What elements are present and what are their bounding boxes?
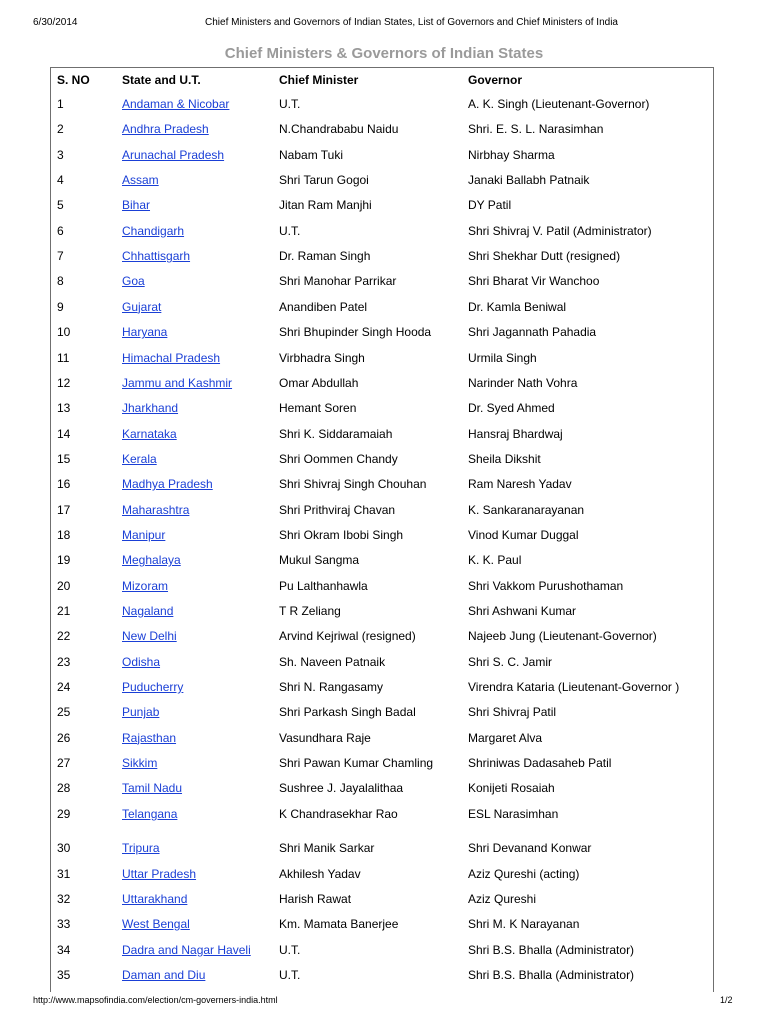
table-row — [51, 498, 713, 523]
chief-minister-name: Vasundhara Raje — [279, 730, 371, 745]
row-serial-number: 3 — [57, 147, 64, 162]
row-serial-number: 10 — [57, 325, 71, 340]
chief-minister-name: Arvind Kejriwal (resigned) — [279, 629, 416, 644]
chief-minister-name: Pu Lalthanhawla — [279, 578, 368, 593]
state-link[interactable]: Manipur — [122, 527, 166, 542]
table-row — [51, 751, 713, 776]
row-serial-number: 6 — [57, 223, 64, 238]
chief-minister-name: Anandiben Patel — [279, 299, 368, 314]
governor-name: Narinder Nath Vohra — [468, 375, 578, 390]
governor-name: Konijeti Rosaiah — [468, 781, 555, 796]
state-link[interactable]: Assam — [122, 173, 159, 188]
state-link[interactable]: Odisha — [122, 654, 161, 669]
governor-name: ESL Narasimhan — [468, 806, 559, 821]
table-row — [51, 836, 713, 861]
row-serial-number: 23 — [57, 654, 71, 669]
state-link[interactable]: Tamil Nadu — [122, 781, 183, 796]
chief-minister-name: Omar Abdullah — [279, 375, 359, 390]
state-link[interactable]: Rajasthan — [122, 730, 177, 745]
chief-minister-name: Mukul Sangma — [279, 553, 360, 568]
row-serial-number: 25 — [57, 705, 71, 720]
table-row — [51, 802, 713, 827]
table-row — [51, 624, 713, 649]
page-heading: Chief Ministers & Governors of Indian States — [224, 45, 544, 62]
chief-minister-name: Hemant Soren — [279, 401, 357, 416]
table-row — [51, 523, 713, 548]
state-link[interactable]: Chandigarh — [122, 223, 185, 238]
table-row — [51, 548, 713, 573]
state-link[interactable]: Chhattisgarh — [122, 249, 191, 264]
governor-name: Aziz Qureshi (acting) — [468, 866, 580, 881]
governor-name: Shri Vakkom Purushothaman — [468, 578, 624, 593]
governor-name: Shri B.S. Bhalla (Administrator) — [468, 967, 635, 982]
row-serial-number: 16 — [57, 477, 71, 492]
governor-name: K. Sankaranarayanan — [468, 502, 585, 517]
chief-minister-name: Shri K. Siddaramaiah — [279, 426, 393, 441]
state-link[interactable]: Jammu and Kashmir — [122, 375, 233, 390]
row-serial-number: 4 — [57, 173, 64, 188]
row-serial-number: 20 — [57, 578, 71, 593]
state-link[interactable]: Nagaland — [122, 604, 174, 618]
governor-name: Shri. E. S. L. Narasimhan — [468, 122, 604, 137]
governor-name: Sheila Dikshit — [468, 451, 541, 466]
state-link[interactable]: Meghalaya — [122, 553, 181, 568]
table-row — [51, 447, 713, 472]
chief-minister-name: U.T. — [279, 97, 301, 111]
table-row — [51, 862, 713, 887]
governor-name: DY Patil — [468, 198, 512, 213]
chief-minister-name: Km. Mamata Banerjee — [279, 917, 399, 932]
governor-name: Najeeb Jung (Lieutenant-Governor) — [468, 629, 657, 644]
state-link[interactable]: Goa — [122, 274, 145, 289]
state-link[interactable]: Mizoram — [122, 578, 169, 593]
chief-minister-name: Shri Pawan Kumar Chamling — [279, 756, 434, 771]
table-row — [51, 244, 713, 269]
chief-minister-name: Shri Tarun Gogoi — [279, 173, 369, 188]
table-row — [51, 963, 713, 988]
state-link[interactable]: Bihar — [122, 198, 151, 213]
chief-minister-name: Shri Prithviraj Chavan — [279, 502, 396, 517]
governor-name: Urmila Singh — [468, 350, 537, 365]
row-serial-number: 11 — [57, 350, 70, 365]
state-link[interactable]: Andaman & Nicobar — [122, 97, 230, 111]
chief-minister-name: Nabam Tuki — [279, 147, 344, 162]
chief-minister-name: Harish Rawat — [279, 891, 352, 906]
row-serial-number: 28 — [57, 781, 71, 796]
table-header-row — [51, 68, 713, 93]
governor-name: Shriniwas Dadasaheb Patil — [468, 756, 612, 771]
table-row — [51, 650, 713, 675]
governor-name: Shri S. C. Jamir — [468, 654, 553, 669]
table-row — [51, 472, 713, 497]
row-serial-number: 35 — [57, 967, 71, 982]
table-row — [51, 371, 713, 396]
row-serial-number: 15 — [57, 451, 71, 466]
row-serial-number: 30 — [57, 841, 71, 856]
state-link[interactable]: Himachal Pradesh — [122, 350, 221, 365]
state-link[interactable]: Karnataka — [122, 426, 177, 441]
chief-minister-name: U.T. — [279, 967, 301, 982]
row-serial-number: 31 — [57, 866, 71, 881]
column-header-chief-minister: Chief Minister — [279, 73, 359, 87]
governor-name: Nirbhay Sharma — [468, 147, 555, 162]
row-serial-number: 24 — [57, 680, 71, 695]
governor-name: Aziz Qureshi — [468, 891, 537, 906]
cm-governor-table — [50, 67, 714, 992]
column-header-sno: S. NO — [57, 73, 90, 87]
chief-minister-name: Shri Shivraj Singh Chouhan — [279, 477, 427, 492]
row-serial-number: 13 — [57, 401, 71, 416]
state-link[interactable]: Gujarat — [122, 299, 162, 314]
table-row — [51, 396, 713, 421]
state-link[interactable]: Jharkhand — [122, 401, 179, 416]
chief-minister-name: Shri Parkash Singh Badal — [279, 705, 416, 720]
row-serial-number: 5 — [57, 198, 64, 213]
governor-name: Margaret Alva — [468, 730, 543, 745]
table-row — [51, 295, 713, 320]
governor-name: Shri B.S. Bhalla (Administrator) — [468, 942, 635, 957]
state-link[interactable]: Arunachal Pradesh — [122, 147, 225, 162]
row-serial-number: 12 — [57, 375, 71, 390]
table-row — [51, 938, 713, 963]
state-link[interactable]: Telangana — [122, 806, 178, 821]
row-serial-number: 21 — [57, 604, 71, 618]
governor-name: Shri Jagannath Pahadia — [468, 325, 597, 340]
row-serial-number: 2 — [57, 122, 64, 137]
chief-minister-name: Shri Bhupinder Singh Hooda — [279, 325, 432, 340]
governor-name: Shri Ashwani Kumar — [468, 604, 577, 618]
governor-name: Shri Shivraj V. Patil (Administrator) — [468, 223, 652, 238]
print-date: 6/30/2014 — [33, 17, 78, 28]
governor-name: Hansraj Bhardwaj — [468, 426, 563, 441]
row-serial-number: 34 — [57, 942, 71, 957]
chief-minister-name: Dr. Raman Singh — [279, 249, 371, 264]
state-link[interactable]: Andhra Pradesh — [122, 122, 209, 137]
table-row — [51, 117, 713, 142]
governor-name: Ram Naresh Yadav — [468, 477, 572, 492]
table-row — [51, 599, 713, 624]
state-link[interactable]: Daman and Diu — [122, 967, 206, 982]
row-serial-number: 9 — [57, 299, 64, 314]
row-serial-number: 7 — [57, 249, 64, 264]
row-serial-number: 32 — [57, 891, 71, 906]
table-row — [51, 912, 713, 937]
state-link[interactable]: Uttar Pradesh — [122, 866, 197, 881]
chief-minister-name: Jitan Ram Manjhi — [279, 198, 372, 213]
table-row — [51, 92, 713, 117]
table-row — [51, 193, 713, 218]
state-link[interactable]: West Bengal — [122, 917, 190, 932]
chief-minister-name: Shri N. Rangasamy — [279, 680, 384, 695]
table-row — [51, 700, 713, 725]
table-row — [51, 776, 713, 801]
governor-name: A. K. Singh (Lieutenant-Governor) — [468, 97, 650, 111]
table-row — [51, 675, 713, 700]
row-serial-number: 26 — [57, 730, 71, 745]
governor-name: Shri Shekhar Dutt (resigned) — [468, 249, 621, 264]
governor-name: Dr. Syed Ahmed — [468, 401, 555, 416]
chief-minister-name: K Chandrasekhar Rao — [279, 806, 398, 821]
chief-minister-name: Virbhadra Singh — [279, 350, 365, 365]
state-link[interactable]: Maharashtra — [122, 502, 190, 517]
governor-name: Dr. Kamla Beniwal — [468, 299, 567, 314]
chief-minister-name: Shri Manik Sarkar — [279, 841, 375, 856]
chief-minister-name: Shri Oommen Chandy — [279, 451, 398, 466]
row-serial-number: 18 — [57, 527, 71, 542]
table-row — [51, 574, 713, 599]
row-serial-number: 29 — [57, 806, 71, 821]
state-link[interactable]: Uttarakhand — [122, 891, 188, 906]
state-link[interactable]: New Delhi — [122, 629, 177, 644]
governor-name: K. K. Paul — [468, 553, 522, 568]
row-serial-number: 33 — [57, 917, 71, 932]
table-row — [51, 887, 713, 912]
table-row — [51, 219, 713, 244]
chief-minister-name: Sushree J. Jayalalithaa — [279, 781, 404, 796]
chief-minister-name: N.Chandrababu Naidu — [279, 122, 399, 137]
column-header-state: State and U.T. — [122, 73, 201, 87]
state-link[interactable]: Punjab — [122, 705, 160, 720]
table-row — [51, 346, 713, 371]
state-link[interactable]: Puducherry — [122, 680, 184, 695]
row-serial-number: 27 — [57, 756, 71, 771]
footer-page-number: 1/2 — [720, 995, 733, 1005]
governor-name: Janaki Ballabh Patnaik — [468, 173, 590, 188]
governor-name: Shri Bharat Vir Wanchoo — [468, 274, 600, 289]
row-serial-number: 22 — [57, 629, 71, 644]
print-page-title: Chief Ministers and Governors of Indian States, List of Governors and Chief Ministers of India — [205, 17, 618, 28]
chief-minister-name: Akhilesh Yadav — [279, 866, 361, 881]
column-header-governor: Governor — [468, 73, 523, 87]
governor-name: Vinod Kumar Duggal — [468, 527, 579, 542]
row-serial-number: 19 — [57, 553, 71, 568]
table-row — [51, 168, 713, 193]
row-serial-number: 14 — [57, 426, 71, 441]
table-row — [51, 726, 713, 751]
state-link[interactable]: Haryana — [122, 325, 168, 340]
row-serial-number: 8 — [57, 274, 64, 289]
state-link[interactable]: Madhya Pradesh — [122, 477, 213, 492]
state-link[interactable]: Sikkim — [122, 756, 158, 771]
chief-minister-name: Sh. Naveen Patnaik — [279, 654, 386, 669]
table-row — [51, 320, 713, 345]
chief-minister-name: U.T. — [279, 942, 301, 957]
footer-url: http://www.mapsofindia.com/election/cm-governers-india.html — [33, 995, 278, 1005]
row-serial-number: 1 — [57, 97, 64, 111]
chief-minister-name: Shri Manohar Parrikar — [279, 274, 397, 289]
governor-name: Virendra Kataria (Lieutenant-Governor ) — [468, 680, 680, 695]
chief-minister-name: U.T. — [279, 223, 301, 238]
table-row — [51, 143, 713, 168]
governor-name: Shri M. K Narayanan — [468, 917, 580, 932]
row-serial-number: 17 — [57, 502, 71, 517]
table-row — [51, 269, 713, 294]
governor-name: Shri Devanand Konwar — [468, 841, 592, 856]
state-link[interactable]: Kerala — [122, 451, 157, 466]
chief-minister-name: Shri Okram Ibobi Singh — [279, 527, 404, 542]
state-link[interactable]: Dadra and Nagar Haveli — [122, 942, 251, 957]
table-row — [51, 422, 713, 447]
chief-minister-name: T R Zeliang — [279, 604, 341, 618]
governor-name: Shri Shivraj Patil — [468, 705, 557, 720]
state-link[interactable]: Tripura — [122, 841, 160, 856]
